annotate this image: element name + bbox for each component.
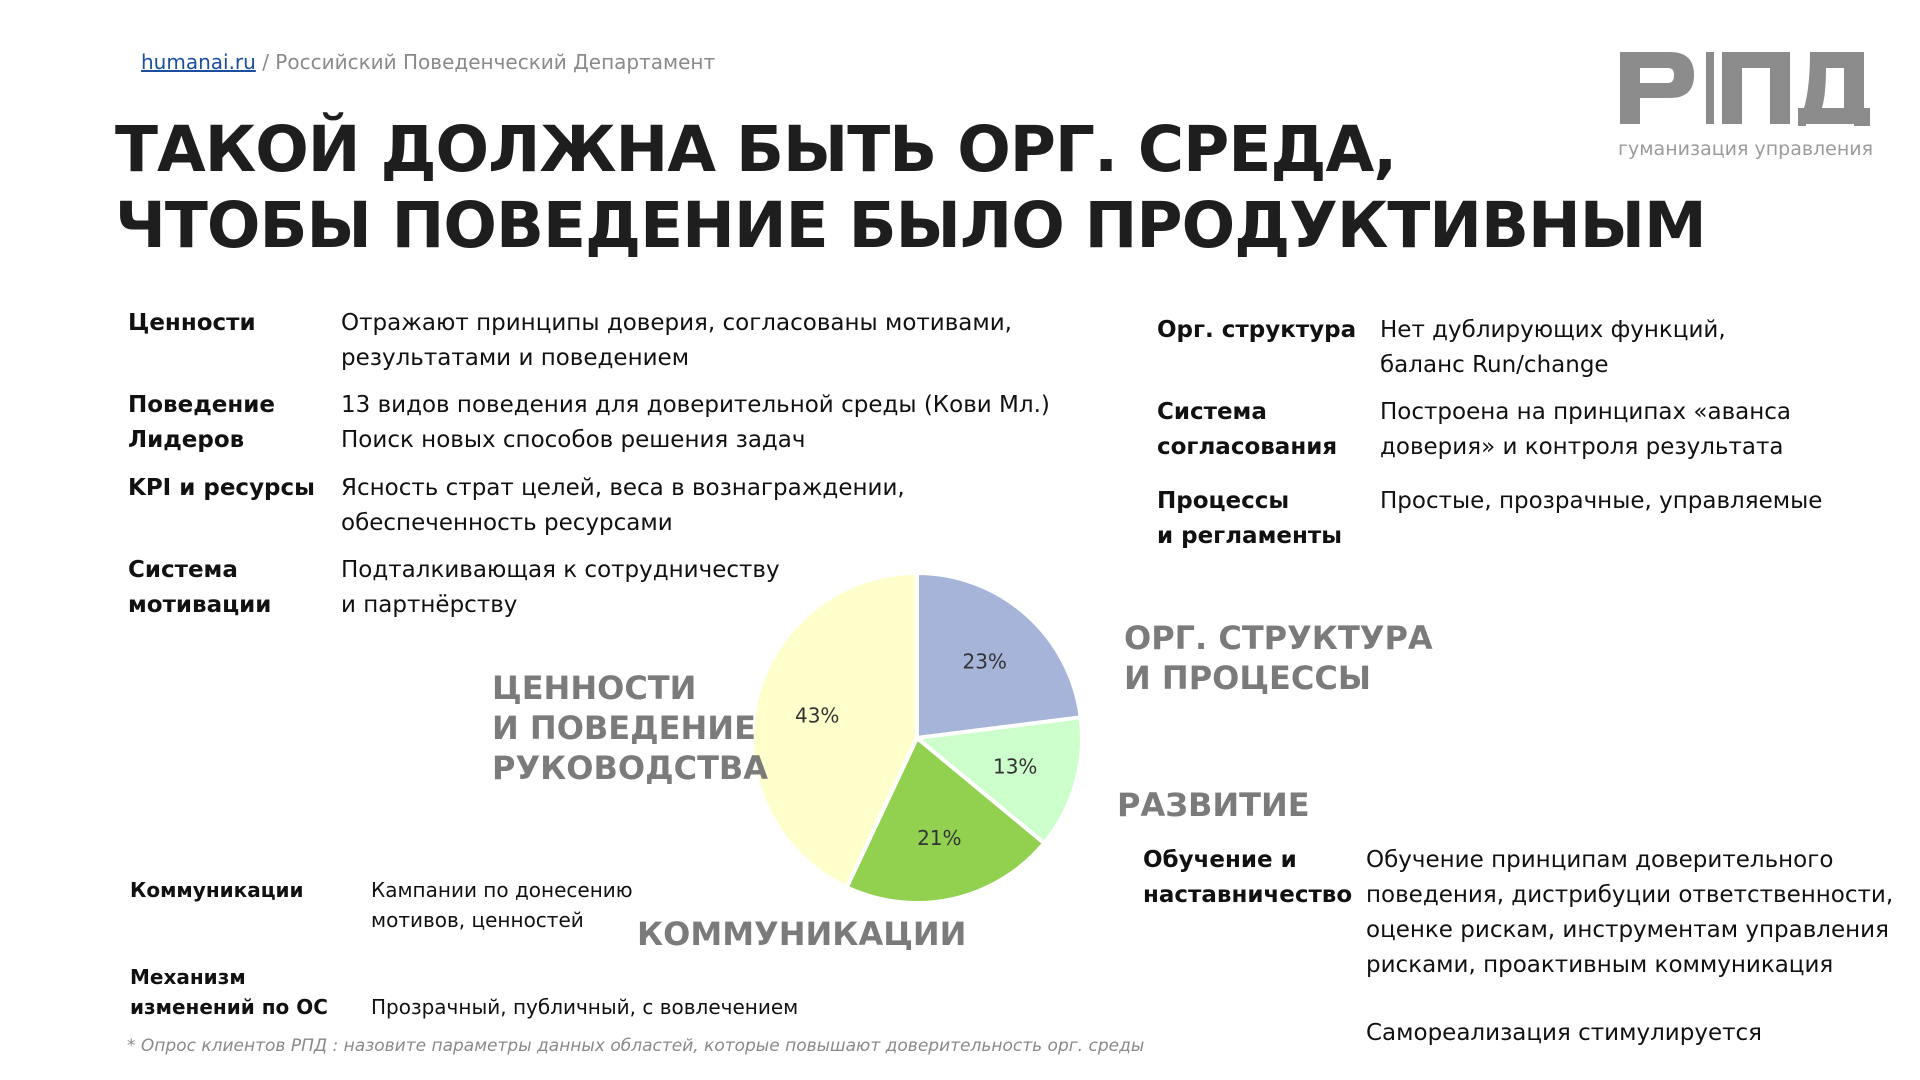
development-label [1143,843,1352,913]
item-text: мотивов, ценностей [371,908,584,932]
item-label: Орг. структура [1157,317,1357,343]
item-text: Обучение принципам доверительного [1366,847,1834,873]
item-label: Система [1157,399,1267,425]
item-label: Обучение и [1143,847,1297,873]
item-text-extra: Самореализация стимулируется [1366,1020,1762,1046]
item-text: рисками, проактивным коммуникация [1366,952,1834,978]
logo-subtitle: гуманизация управления [1618,138,1874,160]
item-text: и партнёрству [341,592,518,618]
item-text: поведения, дистрибуции ответственности, [1366,882,1894,908]
pie-slice-percent-label: 21% [917,825,962,850]
item-label: наставничество [1143,882,1353,908]
bottom-item-change-text [371,992,798,1022]
pie-slice-percent-label: 23% [962,649,1007,674]
breadcrumb-text: / Российский Поведенческий Департамент [262,50,716,74]
item-label: и регламенты [1157,523,1342,549]
item-label: KPI и ресурсы [128,475,315,501]
pie-slice-percent-label: 13% [992,754,1038,779]
segment-label-values: ЦЕННОСТИ И ПОВЕДЕНИЕ РУКОВОДСТВА [492,669,769,787]
item-text: оценке рискам, инструментам управления [1366,917,1889,943]
footnote: * Опрос клиентов РПД : назовите параметры данных областей, которые повышают доверительность орг. среды [127,1036,1145,1056]
item-label: Процессы [1157,488,1290,514]
item-text: Отражают принципы доверия, согласованы мотивами, [341,310,1012,336]
bottom-item-communications [130,875,304,905]
item-text: доверия» и контроля результата [1380,434,1784,460]
item-label: Ценности [128,310,256,336]
segment-label-communications: КОММУНИКАЦИИ [637,915,967,953]
title-line-1: ТАКОЙ ДОЛЖНА БЫТЬ ОРГ. СРЕДА, [115,113,1397,186]
item-text: баланс Run/change [1380,352,1609,378]
segment-label-development: РАЗВИТИЕ [1117,786,1310,824]
title-line-2: ЧТОБЫ ПОВЕДЕНИЕ БЫЛО ПРОДУКТИВНЫМ [115,189,1706,262]
item-label: согласования [1157,434,1338,460]
item-text: Ясность страт целей, веса в вознаграждении, [341,475,905,501]
site-link[interactable]: humanai.ru [141,50,256,74]
development-text [1366,843,1893,1051]
item-text: Простые, прозрачные, управляемые [1380,488,1823,514]
item-label: Коммуникации [130,878,304,902]
item-text: Поиск новых способов решения задач [341,427,806,453]
item-text: 13 видов поведения для доверительной среды (Кови Мл.) [341,392,1050,418]
item-text: Нет дублирующих функций, [1380,317,1726,343]
item-label: Механизм [130,965,246,989]
item-text: Построена на принципах «аванса [1380,399,1791,425]
item-text: обеспеченность ресурсами [341,510,673,536]
bottom-item-communications-text [371,875,633,935]
item-label: Система [128,557,238,583]
item-text: Кампании по донесению [371,878,633,902]
item-label: мотивации [128,592,272,618]
segment-label-structure: ОРГ. СТРУКТУРА И ПРОЦЕССЫ [1124,619,1433,697]
item-label: Поведение [128,392,275,418]
bottom-item-change [130,962,328,1022]
pie-slice-percent-label: 43% [794,703,840,728]
item-text: результатами и поведением [341,345,690,371]
item-label: Лидеров [128,427,245,453]
item-text: Подталкивающая к сотрудничеству [341,557,780,583]
item-label: изменений по ОС [130,995,328,1019]
item-text: Прозрачный, публичный, с вовлечением [371,995,799,1019]
